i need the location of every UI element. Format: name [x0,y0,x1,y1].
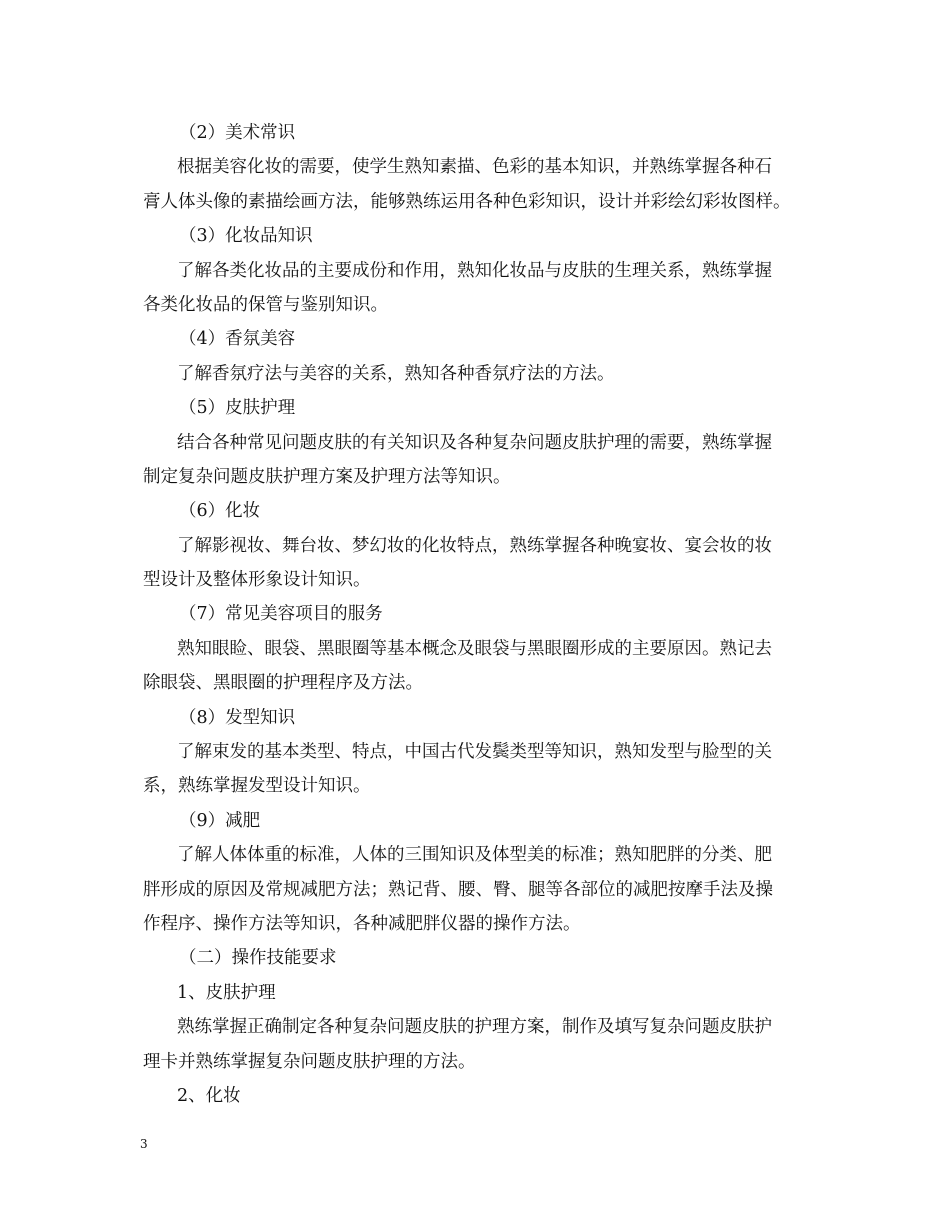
paragraph-line: 了解各类化妆品的主要成份和作用，熟知化妆品与皮肤的生理关系，熟练掌握 [177,260,772,281]
section-heading: （7）常见美容项目的服务 [179,604,383,625]
section-heading: （9）减肥 [179,810,261,831]
paragraph-line: 根据美容化妆的需要，使学生熟知素描、色彩的基本知识，并熟练掌握各种石 [177,157,772,178]
paragraph-line: 制定复杂问题皮肤护理方案及护理方法等知识。 [143,466,511,487]
paragraph-line: 1、皮肤护理 [177,982,276,1003]
paragraph-line: 型设计及整体形象设计知识。 [143,570,371,591]
document-body [143,116,823,1113]
paragraph-line: 膏人体头像的素描绘画方法，能够熟练运用各种色彩知识，设计并彩绘幻彩妆图样。 [143,191,791,212]
paragraph-line: 各类化妆品的保管与鉴别知识。 [143,294,388,315]
paragraph-line: 了解香氛疗法与美容的关系，熟知各种香氛疗法的方法。 [177,363,615,384]
paragraph-line: 作程序、操作方法等知识，各种减肥胖仪器的操作方法。 [143,913,581,934]
paragraph-line: 了解束发的基本类型、特点，中国古代发鬓类型等知识，熟知发型与脸型的关 [177,742,772,763]
paragraph-line: 熟知眼睑、眼袋、黑眼圈等基本概念及眼袋与黑眼圈形成的主要原因。熟记去 [177,638,772,659]
section-heading: （5）皮肤护理 [179,398,296,419]
section-heading: （8）发型知识 [179,707,296,728]
section-heading: （6）化妆 [179,501,261,522]
section-heading: （4）香氛美容 [179,329,296,350]
section-heading: （二）操作技能要求 [179,948,337,969]
section-heading: （2）美术常识 [179,123,296,143]
paragraph-line: 除眼袋、黑眼圈的护理程序及方法。 [143,673,423,694]
section-heading: （3）化妆品知识 [179,226,313,247]
paragraph-line: 熟练掌握正确制定各种复杂问题皮肤的护理方案，制作及填写复杂问题皮肤护 [177,1017,772,1038]
page-number: 3 [140,1137,148,1151]
paragraph-line: 结合各种常见问题皮肤的有关知识及各种复杂问题皮肤护理的需要，熟练掌握 [177,432,772,453]
paragraph-line: 了解影视妆、舞台妆、梦幻妆的化妆特点，熟练掌握各种晚宴妆、宴会妆的妆 [177,535,772,556]
paragraph-line: 2、化妆 [177,1085,241,1106]
paragraph-line: 系，熟练掌握发型设计知识。 [143,776,371,797]
paragraph-line: 了解人体体重的标准，人体的三围知识及体型美的标准；熟知肥胖的分类、肥 [177,845,772,866]
paragraph-line: 胖形成的原因及常规减肥方法；熟记背、腰、臀、腿等各部位的减肥按摩手法及操 [143,879,773,900]
paragraph-line: 理卡并熟练掌握复杂问题皮肤护理的方法。 [143,1051,476,1072]
